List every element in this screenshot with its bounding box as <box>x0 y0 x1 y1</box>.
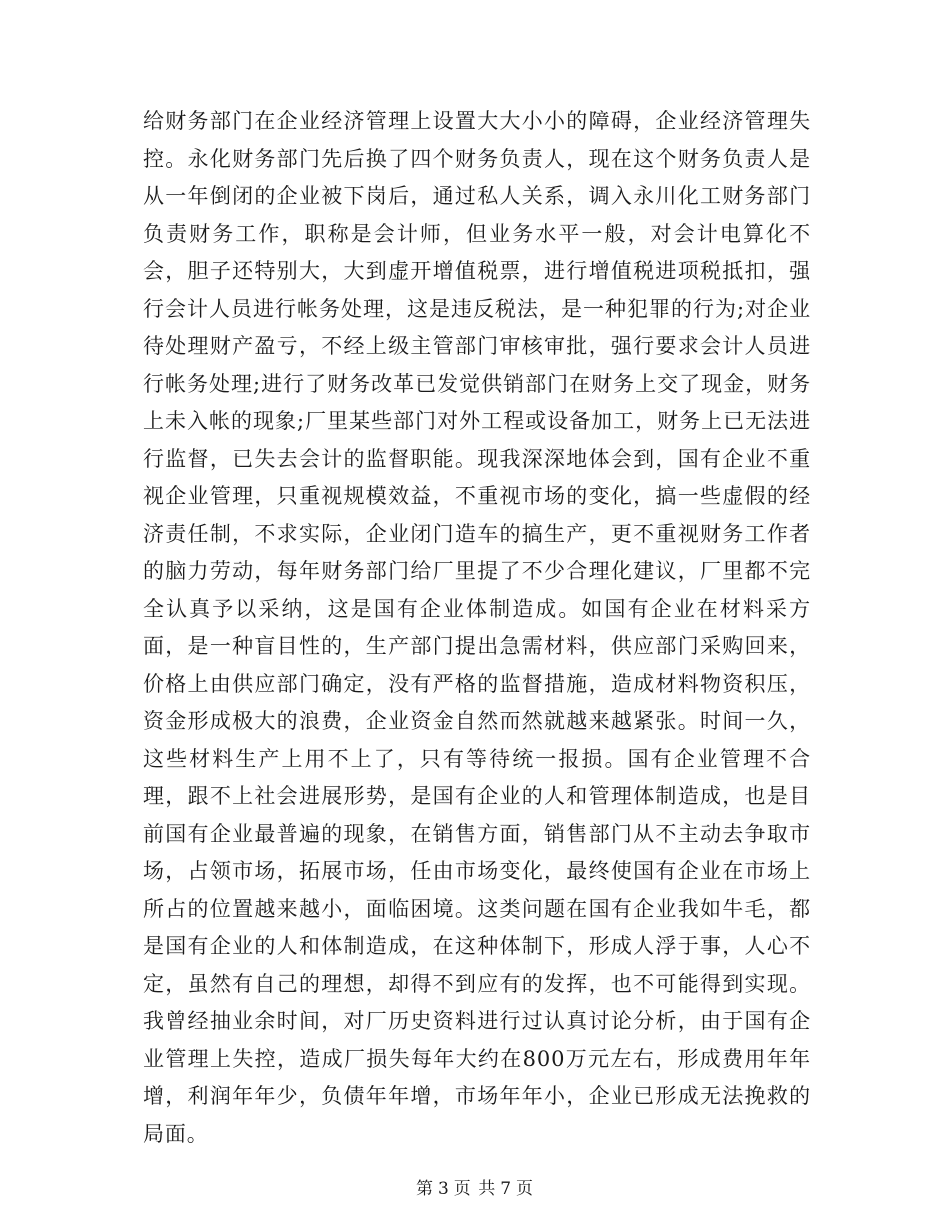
footer-suffix: 页 <box>516 1179 535 1199</box>
footer-prefix: 第 <box>415 1179 434 1199</box>
body-paragraph: 给财务部门在企业经济管理上设置大大小小的障碍，企业经济管理失控。永化财务部门先后换了四个财务负责人，现在这个财务负责人是从一年倒闭的企业被下岗后，通过私人关系，调入永川化工财务部门负责财务工作，职称是会计师，但业务水平一般，对会计电算化不会，胆子还特别大，大到虚开增值税票，进行增值税进项税抵扣，强行会计人员进行帐务处理，这是违反税法，是一种犯罪的行为;对企业待处理财产盈亏，不经上级主管部门审核审批，强行要求会计人员进行帐务处理;进行了财务改革已发觉供销部门在财务上交了现金，财务上未入帐的现象;厂里某些部门对外工程或设备加工，财务上已无法进行监督，已失去会计的监督职能。现我深深地体会到，国有企业不重视企业管理，只重视规模效益，不重视市场的变化，搞一些虚假的经济责任制，不求实际，企业闭门造车的搞生产，更不重视财务工作者的脑力劳动，每年财务部门给厂里提了不少合理化建议，厂里都不完全认真予以采纳，这是国有企业体制造成。如国有企业在材料采方面，是一种盲目性的，生产部门提出急需材料，供应部门采购回来，价格上由供应部门确定，没有严格的监督措施，造成材料物资积压，资金形成极大的浪费，企业资金自然而然就越来越紧张。时间一久，这些材料生产上用不上了，只有等待统一报损。国有企业管理不合理，跟不上社会进展形势，是国有企业的人和管理体制造成，也是目前国有企业最普遍的现象，在销售方面，销售部门从不主动去争取市场，占领市场，拓展市场，任由市场变化，最终使国有企业在市场上所占的位置越来越小，面临困境。这类问题在国有企业我如牛毛，都是国有企业的人和体制造成，在这种体制下，形成人浮于事，人心不定，虽然有自己的理想，却得不到应有的发挥，也不可能得到实现。我曾经抽业余时间，对厂历史资料进行过认真讨论分析，由于国有企业管理上失控，造成厂损失每年大约在800万元左右，形成费用年年增，利润年年少，负债年年增，市场年年小，企业已形成无法挽救的局面。 <box>143 109 811 1146</box>
total-pages-number: 7 <box>500 1179 513 1199</box>
footer-middle: 页 共 <box>453 1179 497 1199</box>
current-page-number: 3 <box>437 1179 450 1199</box>
page-number-footer <box>0 1174 950 1199</box>
